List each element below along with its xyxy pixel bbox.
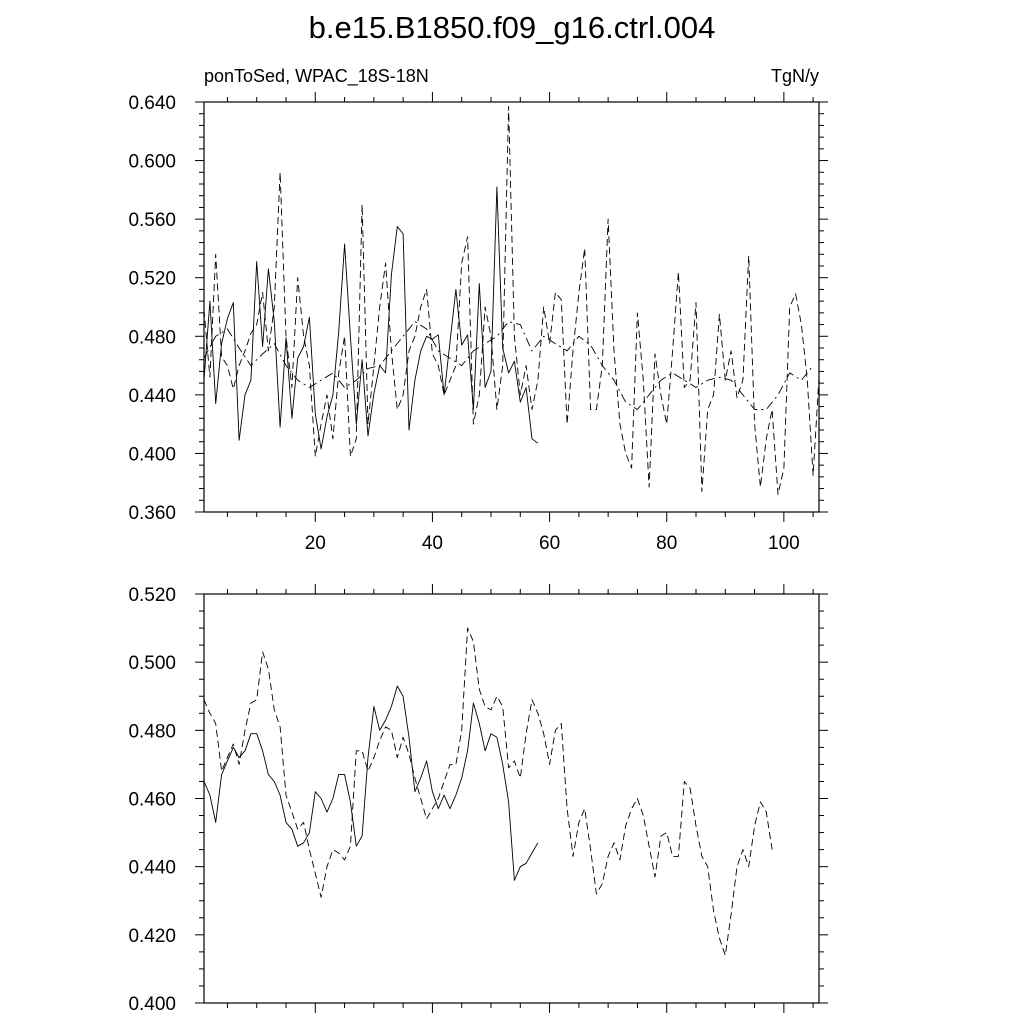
y-tick-label: 0.360	[128, 503, 176, 524]
y-tick-label: 0.480	[128, 327, 176, 349]
y-tick-label: 0.560	[128, 210, 176, 232]
y-tick-label: 0.440	[128, 857, 176, 879]
y-tick-label: 0.640	[128, 93, 176, 114]
x-tick-label: 100	[768, 533, 800, 554]
y-tick-label: 0.520	[128, 268, 176, 290]
x-tick-label: 60	[539, 533, 561, 554]
bottom-panel	[128, 584, 828, 1015]
series-line-solid	[204, 187, 538, 449]
y-tick-label: 0.420	[128, 925, 176, 947]
top-panel	[128, 92, 828, 554]
series-line-solid	[204, 686, 538, 880]
series-line-dash-dot	[204, 322, 813, 410]
right-subtitle: TgN/y	[770, 66, 819, 86]
series-line-dashed	[204, 628, 772, 955]
y-tick-label: 0.460	[128, 789, 176, 811]
x-tick-label: 20	[304, 533, 326, 554]
left-subtitle: ponToSed, WPAC_18S-18N	[204, 66, 429, 86]
y-tick-label: 0.400	[128, 444, 176, 466]
y-tick-label: 0.400	[128, 994, 176, 1015]
y-tick-label: 0.600	[128, 151, 176, 173]
y-tick-label: 0.500	[128, 653, 176, 675]
y-tick-label: 0.520	[128, 585, 176, 606]
plot-frame	[204, 594, 819, 1003]
series-line-dashed	[204, 106, 819, 494]
figure-title: b.e15.B1850.f09_g16.ctrl.004	[308, 10, 716, 45]
x-tick-label: 80	[656, 533, 678, 554]
y-tick-label: 0.440	[128, 385, 176, 407]
x-tick-label: 40	[421, 533, 443, 554]
y-tick-label: 0.480	[128, 721, 176, 743]
